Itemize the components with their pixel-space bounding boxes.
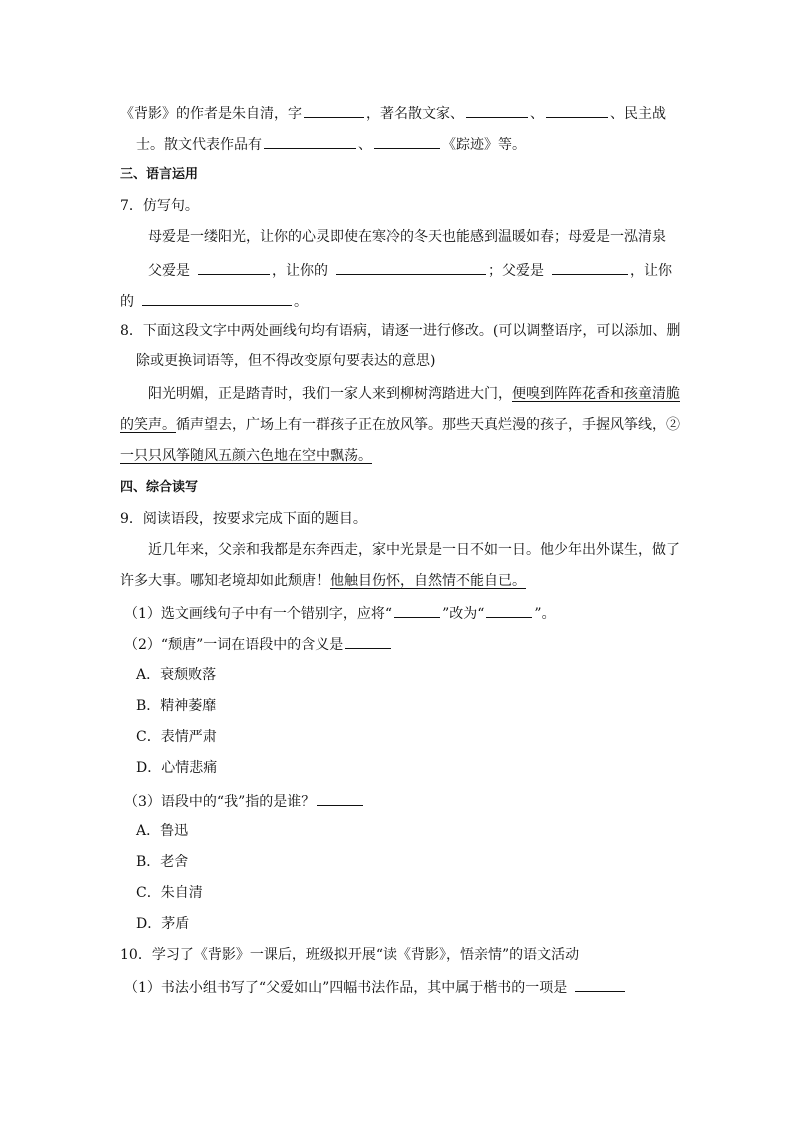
text: 阳光明媚，正是踏青时，我们一家人来到柳树湾踏进大门， xyxy=(148,386,512,402)
text: 的 xyxy=(120,294,134,310)
answer-blank[interactable] xyxy=(466,103,528,118)
answer-blank[interactable] xyxy=(486,603,532,618)
answer-blank[interactable] xyxy=(317,791,363,806)
option-b[interactable]: B．精神萎靡 xyxy=(136,698,217,714)
text: ；父爱是 xyxy=(488,263,544,279)
question-7-line3 xyxy=(120,291,308,311)
text: 士。散文代表作品有 xyxy=(136,137,262,153)
text: ，让你的 xyxy=(272,263,328,279)
text: （1）选文画线句子中有一个错别字，应将“ xyxy=(124,606,393,622)
option-c[interactable]: C．朱自清 xyxy=(136,885,203,901)
option-b[interactable]: B．老舍 xyxy=(136,854,189,870)
question-10-sub1 xyxy=(124,977,627,997)
option-c[interactable]: C．表情严肃 xyxy=(136,729,217,745)
answer-blank[interactable] xyxy=(552,260,628,275)
answer-blank[interactable] xyxy=(336,260,486,275)
answer-blank[interactable] xyxy=(394,603,440,618)
answer-blank[interactable] xyxy=(304,103,364,118)
question-9-sub3 xyxy=(124,791,365,811)
answer-blank[interactable] xyxy=(198,260,270,275)
question-7-line2 xyxy=(148,260,672,280)
text: 。 xyxy=(294,294,308,310)
section-heading: 三、语言运用 xyxy=(120,167,199,182)
underlined-sentence: 的笑声。 xyxy=(120,417,176,433)
text: ，让你 xyxy=(630,263,672,279)
question-8-para-line2 xyxy=(120,416,680,434)
text: 《踪迹》等。 xyxy=(442,137,526,153)
circled-number-marker: ② xyxy=(666,417,680,433)
text: （3）语段中的“我”指的是谁？ xyxy=(124,794,316,810)
question-9-sub1 xyxy=(124,603,556,623)
question-7-example: 母爱是一缕阳光，让你的心灵即使在寒冷的冬天也能感到温暖如春；母爱是一泓清泉 xyxy=(148,229,666,245)
question-9-para-line1: 近几年来，父亲和我都是东奔西走，家中光景是一日不如一日。他少年出外谋生，做了 xyxy=(148,542,680,558)
question-9-title: 9．阅读语段，按要求完成下面的题目。 xyxy=(120,511,367,527)
text: ”。 xyxy=(534,606,556,622)
option-a[interactable]: A．鲁迅 xyxy=(136,823,189,839)
text: （1）书法小组书写了“父爱如山”四幅书法作品，其中属于楷书的一项是 xyxy=(124,980,568,996)
option-a[interactable]: A．衰颓败落 xyxy=(136,667,217,683)
text: 许多大事。哪知老境却如此颓唐！ xyxy=(120,573,330,589)
text: 、 xyxy=(358,137,372,153)
question-9-sub2 xyxy=(124,634,393,654)
question-8-title-line1: 8．下面这段文字中两处画线句均有语病，请逐一进行修改。(可以调整语序，可以添加、删 xyxy=(120,323,681,339)
answer-blank[interactable] xyxy=(142,291,292,306)
section-heading: 四、综合读写 xyxy=(120,480,199,495)
text: ，著名散文家、 xyxy=(366,106,464,122)
text: 循声望去，广场上有一群孩子正在放风筝。那些天真烂漫的孩子，手握风筝线， xyxy=(176,417,666,433)
question-10-title: 10．学习了《背影》一课后，班级拟开展“读《背影》，悟亲情”的语文活动 xyxy=(120,947,580,963)
text: （2）“颓唐”一词在语段中的含义是 xyxy=(124,637,344,653)
answer-blank[interactable] xyxy=(264,134,356,149)
answer-blank[interactable] xyxy=(374,134,440,149)
underlined-sentence: 一只只风筝随风五颜六色地在空中飘荡。 xyxy=(120,448,372,464)
text: ”改为“ xyxy=(442,606,485,622)
question-7-title: 7．仿写句。 xyxy=(120,198,199,214)
text: 父爱是 xyxy=(148,263,190,279)
text: 《背影》的作者是朱自清，字 xyxy=(120,106,302,122)
question-8-title-line2: 除或更换词语等，但不得改变原句要表达的意思) xyxy=(136,353,436,369)
question-8-para-line3 xyxy=(120,447,372,465)
answer-blank[interactable] xyxy=(575,977,625,992)
top-paragraph-line2 xyxy=(136,134,526,154)
text: 、 xyxy=(530,106,544,122)
question-8-para-line1 xyxy=(148,385,680,403)
option-d[interactable]: D．心情悲痛 xyxy=(136,760,218,776)
answer-blank[interactable] xyxy=(345,634,391,649)
option-d[interactable]: D．茅盾 xyxy=(136,916,190,932)
question-9-para-line2 xyxy=(120,572,526,590)
top-paragraph-line1 xyxy=(120,103,666,123)
underlined-sentence: 他触目伤怀，自然情不能自已。 xyxy=(330,573,526,589)
answer-blank[interactable] xyxy=(546,103,608,118)
underlined-sentence: 便嗅到阵阵花香和孩童清脆 xyxy=(512,386,680,402)
text: 、民主战 xyxy=(610,106,666,122)
